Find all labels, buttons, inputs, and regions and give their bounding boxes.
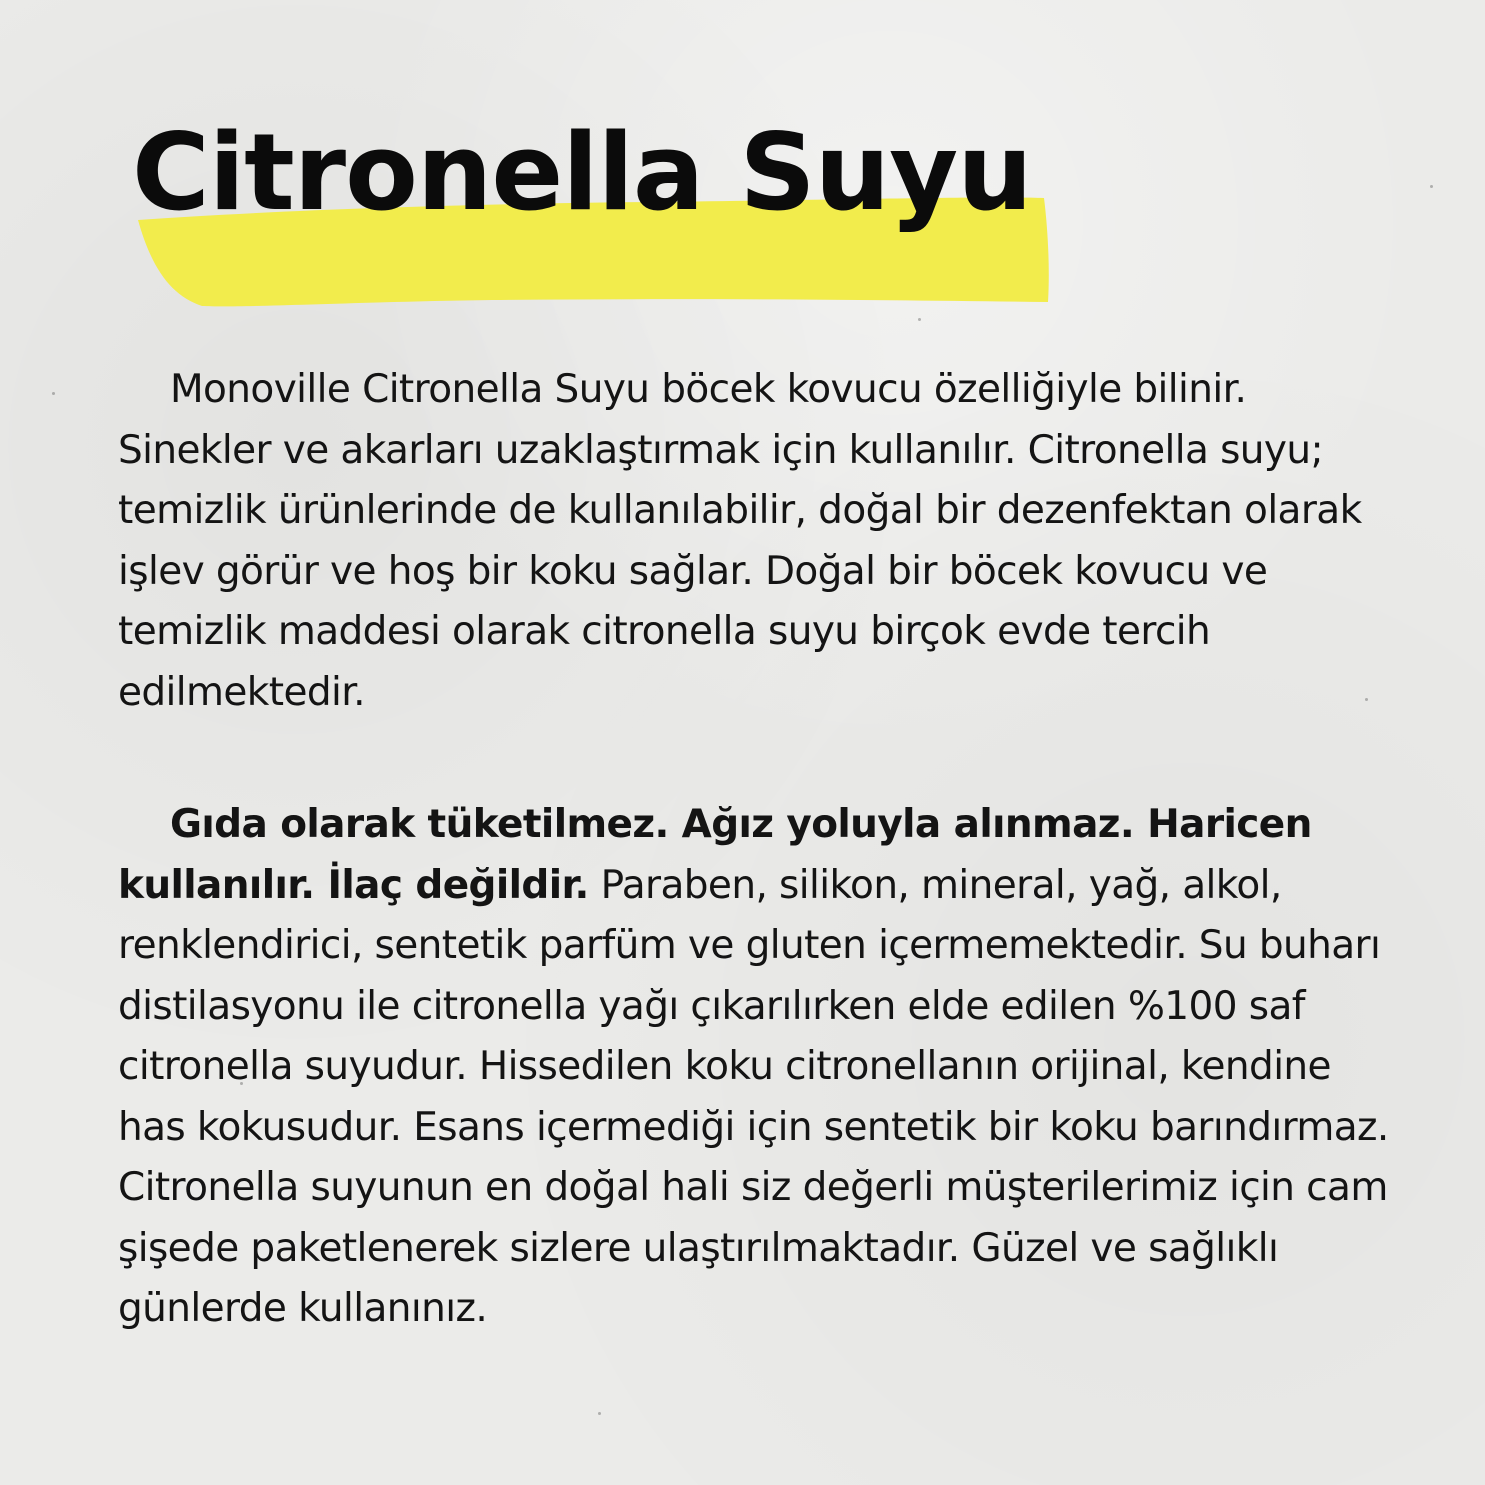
paper-speck [1430, 185, 1433, 188]
description-body [118, 360, 1408, 1340]
page-title: Citronella Suyu [132, 111, 1032, 234]
paragraph-usage-text: Monoville Citronella Suyu böcek kovucu özelliğiyle bilinir. Sinekler ve akarları uzaklaştırmak için kullanılır. Citronella suyu; temizlik ürünlerinde de kullanılabilir, doğal bir dezenfektan olarak işlev görür ve hoş bir koku sağlar. Doğal bir böcek kovucu ve temizlik maddesi olarak citronella suyu birçok evde tercih edilmektedir. [118, 367, 1362, 715]
paragraph-details-text: Paraben, silikon, mineral, yağ, alkol, renklendirici, sentetik parfüm ve gluten içermemektedir. Su buharı distilasyonu ile citronella yağı çıkarılırken elde edilen %100 saf citronella suyudur. Hissedilen koku citronellanın orijinal, kendine has kokusudur. Esans içermediği için sentetik bir koku barındırmaz. Citronella suyunun en doğal hali siz değerli müşterilerimiz için cam şişede paketlenerek sizlere ulaştırılmaktadır. Güzel ve sağlıklı günlerde kullanınız. [118, 862, 1389, 1331]
paper-speck [598, 1412, 601, 1415]
warning-text: Gıda olarak tüketilmez. Ağız yoluyla alınmaz. Haricen kullanılır. İlaç değildir. [118, 802, 1312, 908]
paragraph-warnings [118, 795, 1408, 1340]
paragraph-usage [118, 360, 1408, 723]
title-block [118, 90, 1118, 320]
paper-speck [52, 392, 55, 395]
